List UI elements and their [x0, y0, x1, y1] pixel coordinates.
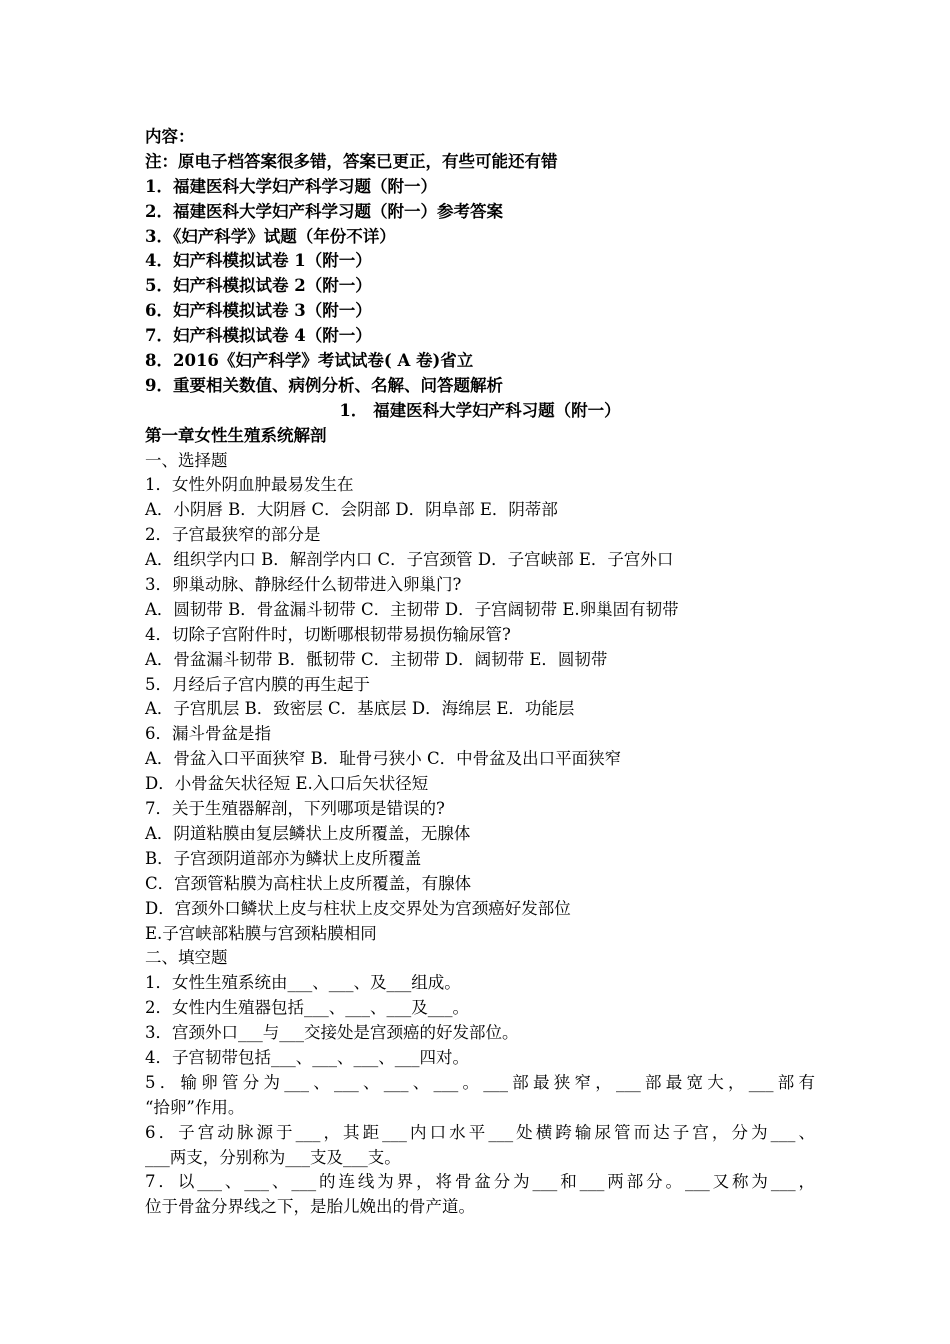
fill-question: 7．以___、___、___的连线为界，将骨盆分为___和___两部分。___又称为___，	[145, 1172, 815, 1192]
question-text: 6．漏斗骨盆是指	[145, 724, 271, 744]
toc-heading: 内容：	[145, 127, 195, 146]
question-text: 5．月经后子宫内膜的再生起于	[145, 674, 370, 694]
toc-item: 7．妇产科模拟试卷 4（附一）	[145, 326, 372, 346]
question-text: 4．切除子宫附件时，切断哪根韧带易损伤输尿管?	[145, 624, 511, 644]
section-title: 1． 福建医科大学妇产科习题（附一）	[339, 400, 621, 420]
fill-question-continuation: ___两支，分别称为___支及___支。	[145, 1147, 401, 1167]
question-options: A．圆韧带 B．骨盆漏斗韧带 C．主韧带 D．子宫阔韧带 E.卵巢固有韧带	[145, 599, 679, 619]
fill-question: 5．输卵管分为___、___、___、___。___部最狭窄，___部最宽大，___部有	[145, 1072, 815, 1092]
question-options: E.子宫峡部粘膜与宫颈粘膜相同	[145, 923, 377, 943]
question-options: A．小阴唇 B．大阴唇 C．会阴部 D．阴阜部 E．阴蒂部	[145, 500, 558, 520]
toc-item: 6．妇产科模拟试卷 3（附一）	[145, 301, 372, 321]
fill-question: 4．子宫韧带包括___、___、___、___四对。	[145, 1047, 469, 1067]
question-options: A．组织学内口 B．解剖学内口 C．子宫颈管 D．子宫峡部 E．子宫外口	[145, 550, 674, 570]
fill-question-continuation: 位于骨盆分界线之下，是胎儿娩出的骨产道。	[145, 1197, 475, 1217]
fill-question: 6．子宫动脉源于___，其距___内口水平___处横跨输尿管而达子宫，分为___、	[145, 1122, 815, 1142]
document-content	[145, 125, 815, 1220]
question-text: 2．子宫最狭窄的部分是	[145, 525, 321, 545]
question-text: 1．女性外阴血肿最易发生在	[145, 475, 354, 495]
chapter-title: 第一章女性生殖系统解剖	[145, 425, 327, 445]
question-options: A．阴道粘膜由复层鳞状上皮所覆盖，无腺体	[145, 823, 471, 843]
question-options: A．子宫肌层 B．致密层 C．基底层 D．海绵层 E．功能层	[145, 699, 575, 719]
toc-item: 5．妇产科模拟试卷 2（附一）	[145, 276, 372, 296]
question-options: A．骨盆入口平面狭窄 B．耻骨弓狭小 C．中骨盆及出口平面狭窄	[145, 749, 622, 769]
fill-section-heading: 二、填空题	[145, 948, 228, 968]
toc-item: 2．福建医科大学妇产科学习题（附一）参考答案	[145, 201, 503, 221]
question-options: B．子宫颈阴道部亦为鳞状上皮所覆盖	[145, 848, 422, 868]
choice-section-heading: 一、选择题	[145, 450, 228, 470]
question-options: A．骨盆漏斗韧带 B．骶韧带 C．主韧带 D．阔韧带 E．圆韧带	[145, 649, 608, 669]
fill-question-continuation: “拾卵”作用。	[145, 1097, 245, 1117]
question-options: C．宫颈管粘膜为高柱状上皮所覆盖，有腺体	[145, 873, 472, 893]
question-options: D．宫颈外口鳞状上皮与柱状上皮交界处为宫颈癌好发部位	[145, 898, 571, 918]
fill-question: 2．女性内生殖器包括___、___、___及___。	[145, 998, 469, 1018]
toc-item: 4．妇产科模拟试卷 1（附一）	[145, 251, 372, 271]
fill-question: 1．女性生殖系统由___、___、及___组成。	[145, 973, 461, 993]
toc-item: 8．2016《妇产科学》考试试卷( A 卷)省立	[145, 351, 474, 371]
toc-item: 3．《妇产科学》试题（年份不详）	[145, 226, 396, 246]
question-options: D．小骨盆矢状径短 E.入口后矢状径短	[145, 774, 429, 794]
toc-item: 9．重要相关数值、病例分析、名解、问答题解析	[145, 375, 503, 395]
fill-question: 3．宫颈外口___与___交接处是宫颈癌的好发部位。	[145, 1023, 519, 1043]
question-text: 3．卵巢动脉、静脉经什么韧带进入卵巢门?	[145, 575, 462, 595]
question-text: 7．关于生殖器解剖，下列哪项是错误的?	[145, 799, 445, 819]
toc-note: 注：原电子档答案很多错，答案已更正，有些可能还有错	[145, 151, 558, 171]
toc-item: 1．福建医科大学妇产科学习题（附一）	[145, 176, 437, 196]
